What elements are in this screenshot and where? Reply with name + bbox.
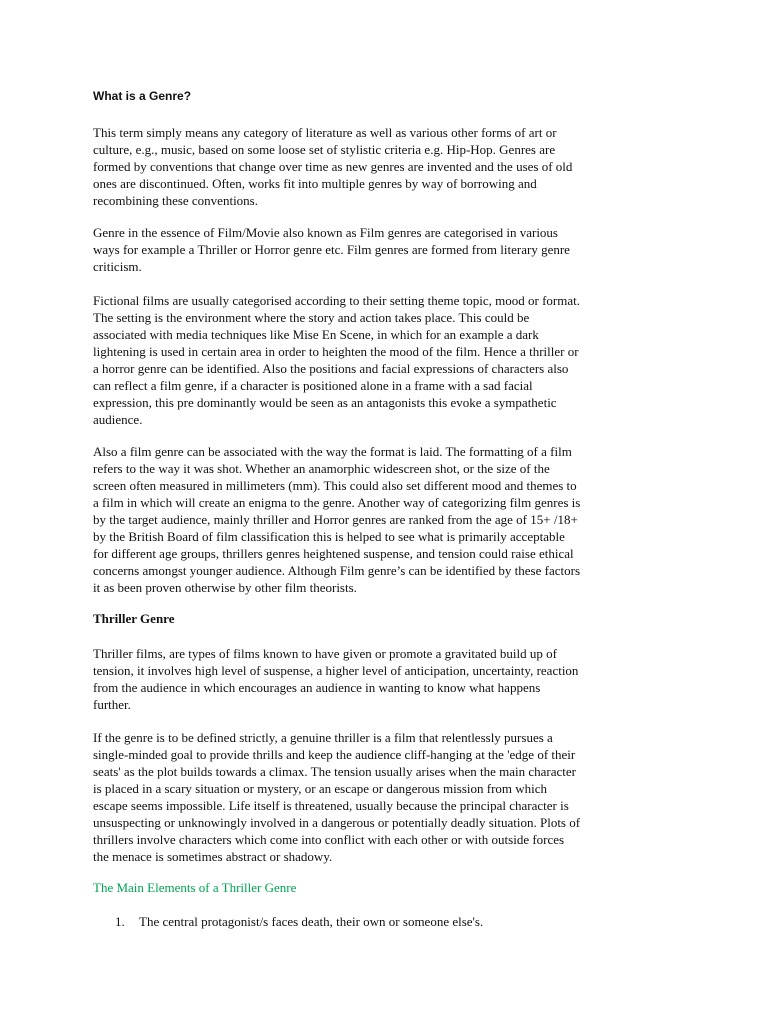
- heading-thriller-genre: Thriller Genre: [93, 611, 175, 626]
- paragraph-line: it as been proven otherwise by other film theorists.: [93, 580, 357, 595]
- paragraph-line: Genre in the essence of Film/Movie also known as Film genres are categorised in various: [93, 225, 558, 240]
- paragraph-2: [93, 224, 683, 275]
- paragraph-line: ones are discontinued. Often, works fit into multiple genres by way of borrowing and: [93, 176, 537, 191]
- paragraph-line: for different age groups, thrillers genres heightened suspense, and tension could raise ethical: [93, 546, 574, 561]
- paragraph-6: [93, 729, 683, 865]
- paragraph-line: lightening is used in certain area in order to heighten the mood of the film. Hence a thriller or: [93, 344, 579, 359]
- paragraph-line: culture, e.g., music, based on some loose set of stylistic criteria e.g. Hip-Hop. Genres are: [93, 142, 556, 157]
- paragraph-line: escape seems impossible. Life itself is threatened, usually because the principal character is: [93, 798, 569, 813]
- paragraph-line: further.: [93, 697, 131, 712]
- paragraph-line: is placed in a scary situation or mystery, or an escape or dangerous mission from which: [93, 781, 548, 796]
- paragraph-line: a film in which will create an enigma to the genre. Another way of categorizing film genres is: [93, 495, 581, 510]
- paragraph-line: a horror genre can be identified. Also the positions and facial expressions of characters also: [93, 361, 569, 376]
- paragraph-5: [93, 645, 683, 713]
- list-text: The central protagonist/s faces death, their own or someone else's.: [139, 914, 484, 929]
- paragraph-line: unsuspecting or unknowingly involved in a dangerous or potentially deadly situation. Plots of: [93, 815, 581, 830]
- paragraph-line: thrillers involve characters which come into conflict with each other or with outside forces: [93, 832, 565, 847]
- paragraph-line: Fictional films are usually categorised according to their setting theme topic, mood or format.: [93, 293, 581, 308]
- paragraph-line: recombining these conventions.: [93, 193, 258, 208]
- paragraph-line: This term simply means any category of literature as well as various other forms of art or: [93, 125, 557, 140]
- heading-main-elements: The Main Elements of a Thriller Genre: [93, 880, 297, 895]
- paragraph-4: [93, 443, 683, 596]
- paragraph-line: ways for example a Thriller or Horror genre etc. Film genres are formed from literary genre: [93, 242, 570, 257]
- paragraph-3: [93, 292, 683, 428]
- paragraph-line: concerns amongst younger audience. Although Film genre’s can be identified by these factors: [93, 563, 580, 578]
- paragraph-line: Thriller films, are types of films known to have given or promote a gravitated build up of: [93, 646, 557, 661]
- paragraph-line: tension, it involves high level of suspense, a higher level of anticipation, uncertainty, reaction: [93, 663, 579, 678]
- paragraph-line: formed by conventions that change over time as new genres are invented and the uses of old: [93, 159, 573, 174]
- paragraph-line: associated with media techniques like Mise En Scene, in which for an example a dark: [93, 327, 539, 342]
- paragraph-line: from the audience in which encourages an audience in wanting to know what happens: [93, 680, 541, 695]
- list-number: 1.: [115, 914, 125, 929]
- paragraph-line: If the genre is to be defined strictly, a genuine thriller is a film that relentlessly pursues a: [93, 730, 553, 745]
- list-item: [115, 914, 483, 930]
- paragraph-line: can reflect a film genre, if a character is positioned alone in a frame with a sad facial: [93, 378, 533, 393]
- paragraph-line: seats' as the plot builds towards a climax. The tension usually arises when the main character: [93, 764, 576, 779]
- paragraph-line: single-minded goal to provide thrills and keep the audience cliff-hanging at the 'edge of their: [93, 747, 576, 762]
- paragraph-line: expression, this pre dominantly would be seen as an antagonists this evoke a sympathetic: [93, 395, 557, 410]
- paragraph-line: screen often measured in millimeters (mm). This could also set different mood and themes to: [93, 478, 577, 493]
- paragraph-line: The setting is the environment where the story and action takes place. This could be: [93, 310, 530, 325]
- paragraph-line: the menace is sometimes abstract or shadowy.: [93, 849, 333, 864]
- heading-what-is-genre: What is a Genre?: [93, 89, 192, 103]
- paragraph-line: refers to the way it was shot. Whether an anamorphic widescreen shot, or the size of the: [93, 461, 550, 476]
- paragraph-line: Also a film genre can be associated with the way the format is laid. The formatting of a film: [93, 444, 572, 459]
- paragraph-1: [93, 124, 683, 209]
- paragraph-line: audience.: [93, 412, 143, 427]
- paragraph-line: by the British Board of film classification this is helped to see what is primarily acceptable: [93, 529, 565, 544]
- paragraph-line: by the target audience, mainly thriller and Horror genres are ranked from the age of 15+ /18+: [93, 512, 578, 527]
- paragraph-line: criticism.: [93, 259, 142, 274]
